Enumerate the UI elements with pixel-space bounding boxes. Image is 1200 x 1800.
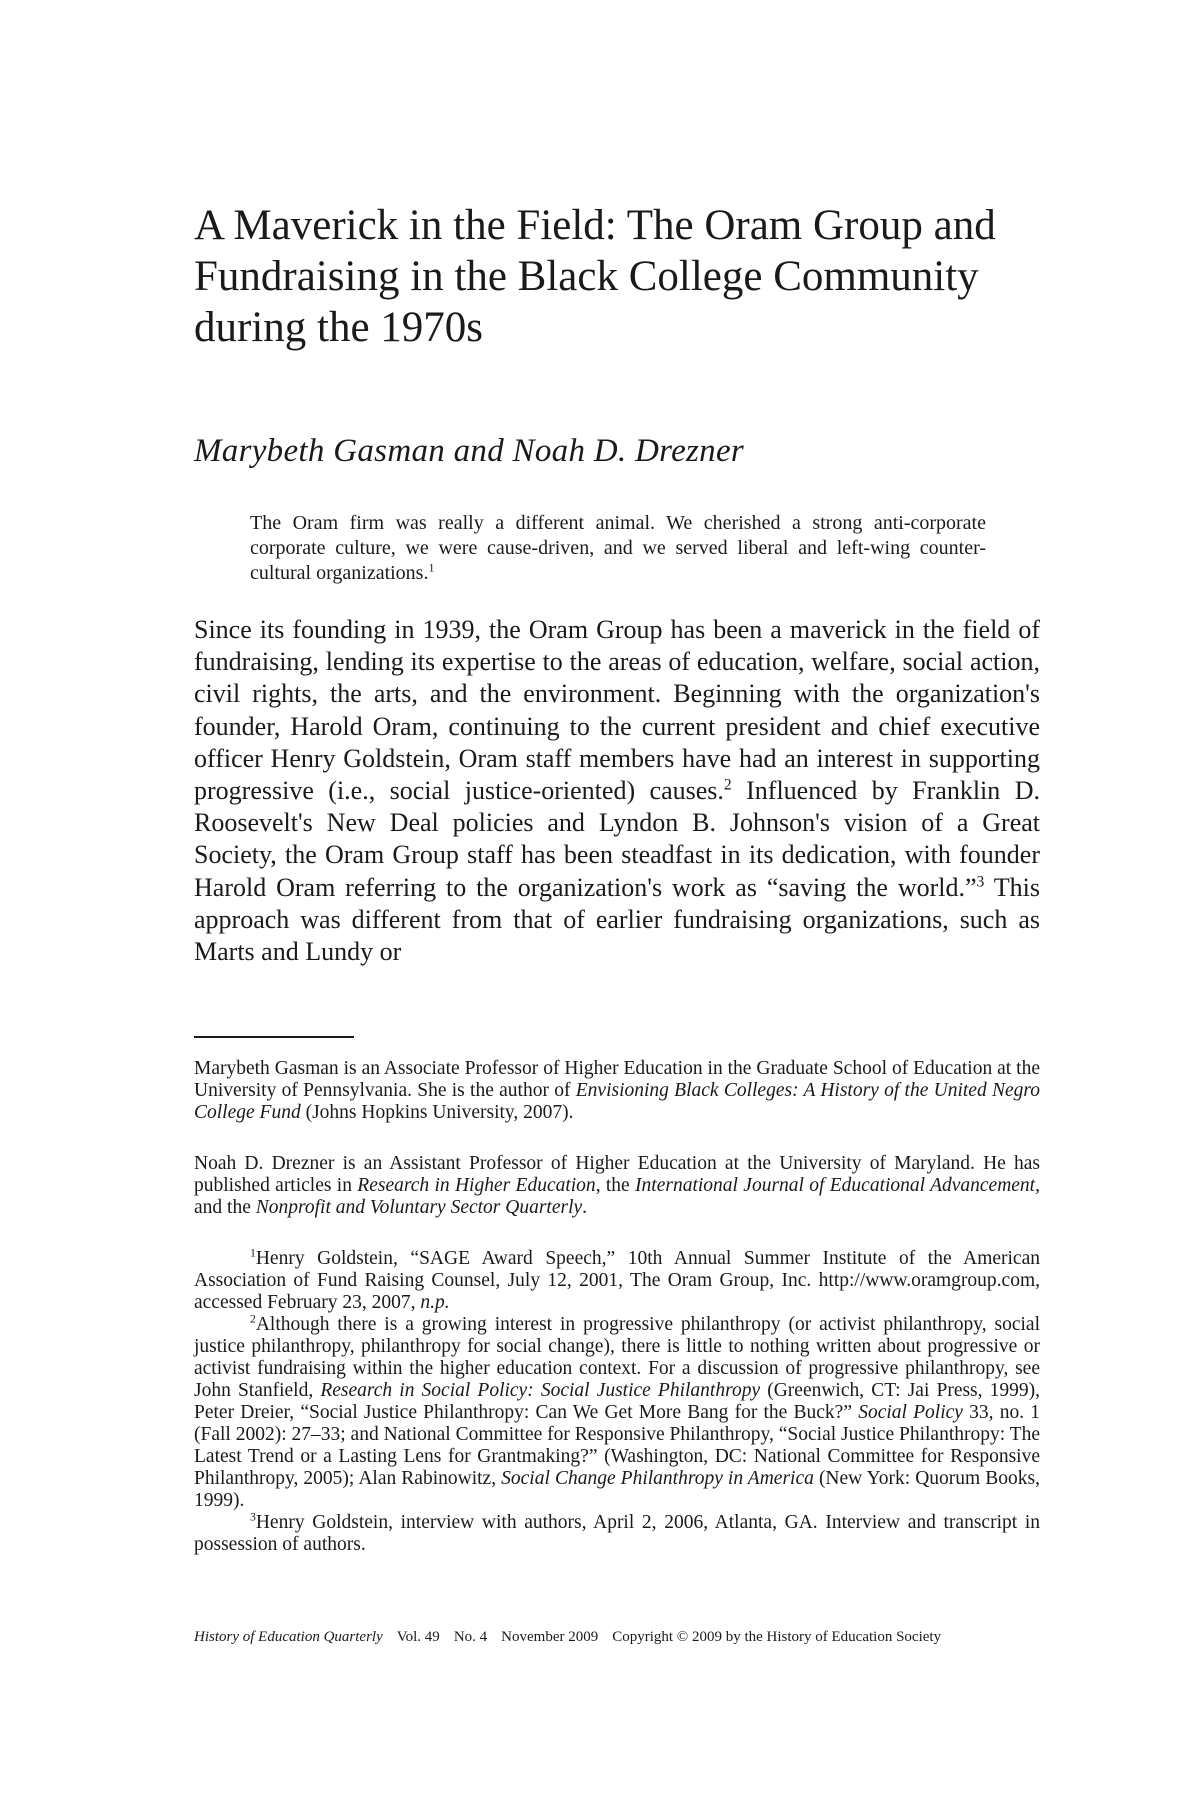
- bio-drezner-journal-1: Research in Higher Education: [357, 1175, 596, 1196]
- footnote-ref-2: 2: [723, 776, 732, 794]
- bio-drezner-journal-2: International Journal of Educational Advancement: [635, 1175, 1036, 1196]
- footer-copyright: Copyright © 2009 by the History of Education Society: [612, 1629, 942, 1645]
- bio-drezner-text-1: Noah D. Drezner is an Assistant Professor of Higher Education at the University of Maryland. He has published articles in: [194, 1153, 1040, 1196]
- footnote-number-1: 1: [250, 1246, 256, 1260]
- footnote-ref-1: 1: [428, 560, 435, 575]
- article-title: A Maverick in the Field: The Oram Group and Fundraising in the Black College Community during the 1970s: [194, 202, 996, 351]
- footnote-2-text-4: (New York: Quorum Books, 1999).: [194, 1468, 1040, 1511]
- body-text-part-2: Influenced by Franklin D. Roosevelt's New Deal policies and Lyndon B. Johnson's vision of a Great Society, the Oram Group staff has been steadfast in its dedication, with founder Harold Oram referring to the organization's work as “saving the world.”: [194, 776, 1040, 902]
- footnote-2-text-1: Although there is a growing interest in progressive philanthropy (or activist philanthropy, social justice philanthropy, philanthropy for social change), there is little to nothing written about progressive or activist fundraising within the higher education context. For a discussion of progressive philanthropy, see John Stanfield,: [194, 1314, 1040, 1401]
- footnote-2-text-2: (Greenwich, CT: Jai Press, 1999), Peter Dreier, “Social Justice Philanthropy: Can We Get More Bang for the Buck?”: [194, 1380, 1041, 1423]
- footer-date: November 2009: [501, 1629, 599, 1645]
- bio-drezner-text-2: , the: [595, 1175, 636, 1196]
- body-text-part-1: Since its founding in 1939, the Oram Group has been a maverick in the field of fundraising, lending its expertise to the areas of education, welfare, social action, civil rights, the arts, and the environment. Beginning with the organization's founder, Harold Oram, continuing to the current president and chief executive officer Henry Goldstein, Oram staff members have had an interest in supporting progressive (i.e., social justice-oriented) causes.: [194, 615, 1040, 806]
- bio-drezner-text-3: , and the: [194, 1175, 1040, 1218]
- footnote-3: [194, 1512, 1040, 1556]
- footnote-2: [194, 1314, 1040, 1512]
- footnote-number-2: 2: [250, 1312, 256, 1326]
- article-authors: Marybeth Gasman and Noah D. Drezner: [194, 433, 745, 469]
- footnote-2-italic-2: Social Policy: [858, 1402, 963, 1423]
- footnote-1-tail: n.p.: [420, 1292, 450, 1313]
- footnote-number-3: 3: [250, 1510, 256, 1524]
- bio-gasman-text-1: Marybeth Gasman is an Associate Professor of Higher Education in the Graduate School of Education at the University of Pennsylvania. She is the author of: [194, 1058, 1040, 1101]
- footnote-3-text: Henry Goldstein, interview with authors, April 2, 2006, Atlanta, GA. Interview and transcript in possession of authors.: [194, 1512, 1040, 1555]
- author-bio-drezner: [194, 1153, 1040, 1219]
- bio-drezner-text-4: .: [582, 1197, 588, 1218]
- journal-page: [194, 0, 1040, 1800]
- bio-gasman-book-title: Envisioning Black Colleges: A History of the United Negro College Fund: [194, 1080, 1040, 1123]
- footnote-1-text: Henry Goldstein, “SAGE Award Speech,” 10th Annual Summer Institute of the American Association of Fund Raising Counsel, July 12, 2001, The Oram Group, Inc. http://www.oramgroup.com, accessed February 23, 2007,: [194, 1248, 1040, 1313]
- footnotes: [194, 1248, 1040, 1556]
- footnote-2-italic-1: Research in Social Policy: Social Justice Philanthropy: [320, 1380, 761, 1401]
- page-footer: [194, 1629, 1040, 1646]
- epigraph: [250, 511, 986, 586]
- bio-drezner-journal-3: Nonprofit and Voluntary Sector Quarterly: [255, 1197, 583, 1218]
- footnote-ref-3: 3: [976, 872, 985, 890]
- footer-journal-name: History of Education Quarterly: [194, 1629, 383, 1645]
- footnote-2-text-3: 33, no. 1 (Fall 2002): 27–33; and National Committee for Responsive Philanthropy, “Social Justice Philanthropy: The Latest Trend or a Lasting Lens for Grantmaking?” (Washington, DC: National Committee for Responsive Philanthropy, 2005); Alan Rabinowitz,: [194, 1402, 1041, 1489]
- body-text-part-3: This approach was different from that of earlier fundraising organizations, such as Marts and Lundy or: [194, 872, 1040, 967]
- footnote-divider: [194, 1036, 354, 1038]
- epigraph-text: The Oram firm was really a different animal. We cherished a strong anti-corporate corporate culture, we were cause-driven, and we served liberal and left-wing counter-cultural organizations.: [250, 512, 986, 584]
- footer-issue-number: No. 4: [453, 1629, 488, 1645]
- footnote-1: [194, 1248, 1040, 1314]
- body-paragraph: [194, 614, 1040, 968]
- bio-gasman-text-2: (Johns Hopkins University, 2007).: [300, 1102, 574, 1123]
- author-bio-gasman: [194, 1058, 1040, 1124]
- footnote-2-italic-3: Social Change Philanthropy in America: [501, 1468, 814, 1489]
- footer-volume: Vol. 49: [396, 1629, 440, 1645]
